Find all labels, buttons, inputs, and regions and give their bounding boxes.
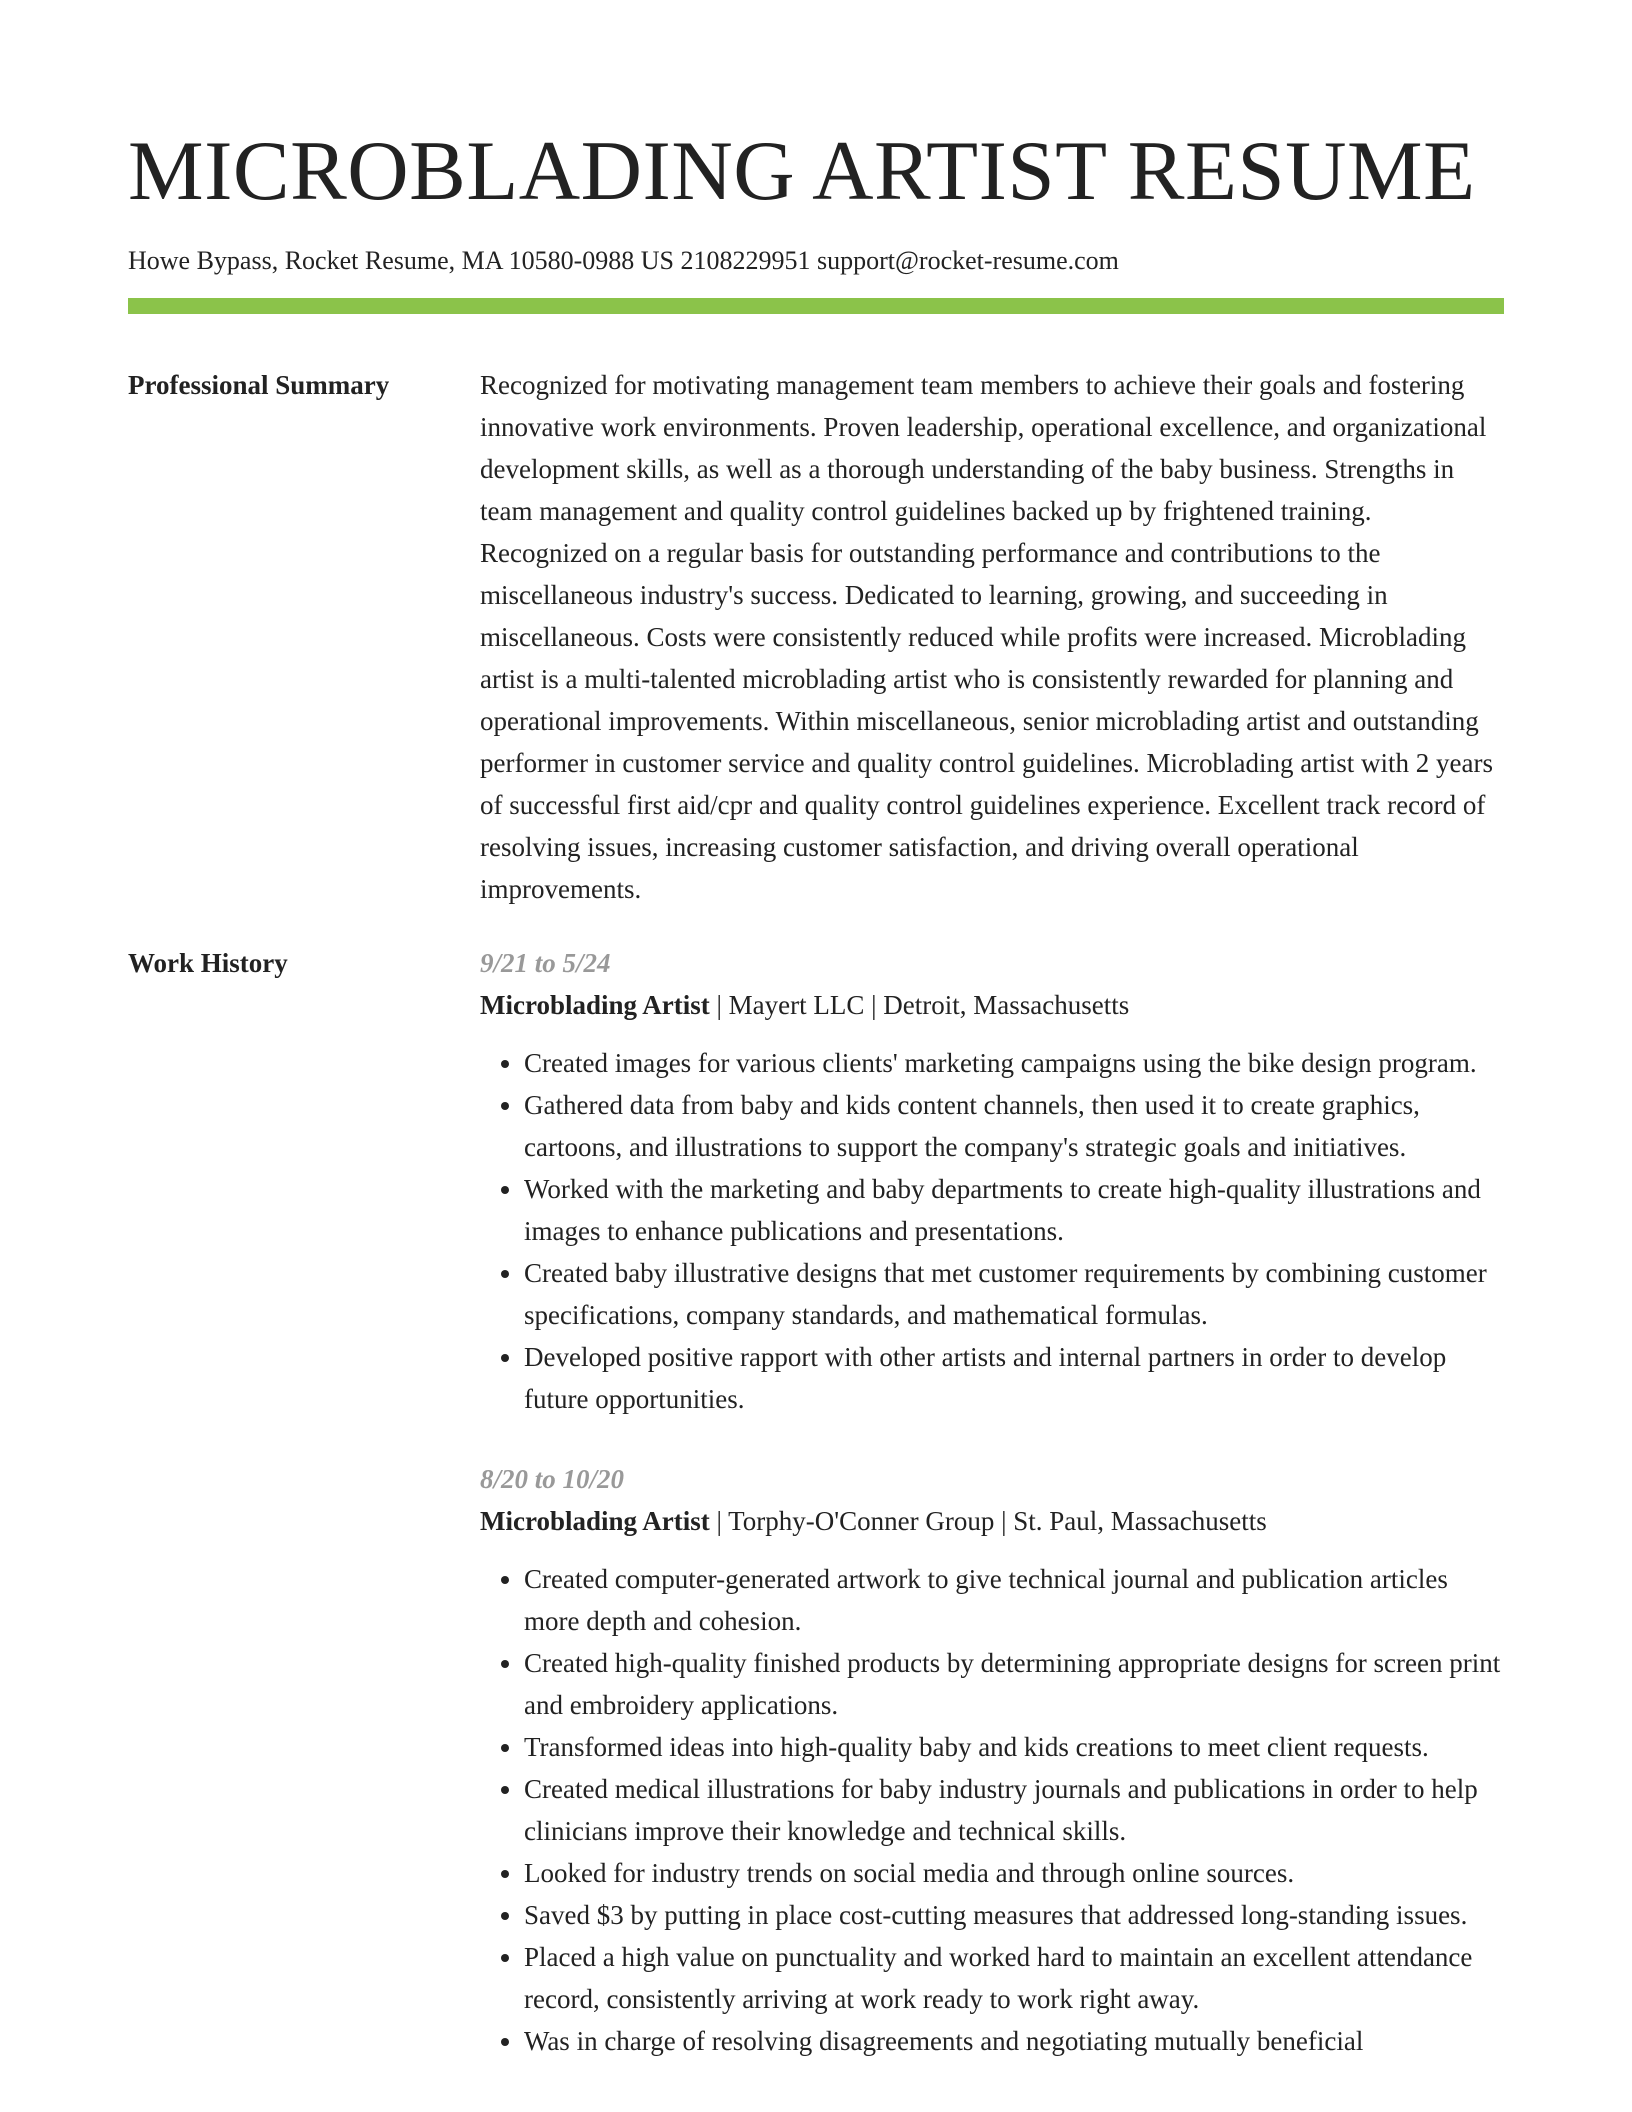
work-history-body	[480, 942, 1504, 2100]
section-label-work-history: Work History	[128, 948, 288, 978]
resume-page	[128, 0, 1504, 2100]
job-bullet: • Created high-quality finished products by determining appropriate designs for screen print and embroidery applications.	[524, 1642, 1504, 1726]
job-bullet: • Placed a high value on punctuality and worked hard to maintain an excellent attendance record, consistently arriving at work ready to work right away.	[524, 1936, 1504, 2020]
job-bullet: • Was in charge of resolving disagreements and negotiating mutually beneficial	[524, 2020, 1504, 2062]
job-employer-location: | Mayert LLC | Detroit, Massachusetts	[709, 990, 1130, 1020]
resume-title: MICROBLADING ARTIST RESUME	[128, 124, 1476, 218]
job-bullet: • Created medical illustrations for baby industry journals and publications in order to help clinicians improve their knowledge and technical skills.	[524, 1768, 1504, 1852]
section-label-professional-summary: Professional Summary	[128, 370, 390, 400]
contact-info: Howe Bypass, Rocket Resume, MA 10580-0988 US 2108229951 support@rocket-resume.com	[128, 246, 1119, 275]
job-bullet: • Looked for industry trends on social media and through online sources.	[524, 1852, 1504, 1894]
professional-summary-section	[128, 364, 1504, 910]
job-bullet-list	[480, 1042, 1504, 1420]
job-bullet: • Transformed ideas into high-quality baby and kids creations to meet client requests.	[524, 1726, 1504, 1768]
job-entry	[480, 942, 1504, 1420]
job-bullet: • Created images for various clients' marketing campaigns using the bike design program.	[524, 1042, 1504, 1084]
work-history-section	[128, 942, 1504, 2100]
job-title: Microblading Artist	[480, 1506, 710, 1536]
job-bullet-list	[480, 1558, 1504, 2062]
job-bullet: • Created computer-generated artwork to give technical journal and publication articles more depth and cohesion.	[524, 1558, 1504, 1642]
header-divider	[128, 298, 1504, 314]
job-bullet: • Worked with the marketing and baby departments to create high-quality illustrations and images to enhance publications and presentations.	[524, 1168, 1504, 1252]
job-bullet: • Saved $3 by putting in place cost-cutting measures that addressed long-standing issues.	[524, 1894, 1504, 1936]
job-employer-location: | Torphy-O'Conner Group | St. Paul, Massachusetts	[709, 1506, 1267, 1536]
job-bullet: • Gathered data from baby and kids content channels, then used it to create graphics, cartoons, and illustrations to support the company's strategic goals and initiatives.	[524, 1084, 1504, 1168]
job-dates: 9/21 to 5/24	[480, 948, 611, 978]
job-heading	[480, 1500, 1504, 1542]
job-dates: 8/20 to 10/20	[480, 1464, 625, 1494]
job-title: Microblading Artist	[480, 990, 710, 1020]
job-bullet: • Created baby illustrative designs that met customer requirements by combining customer specifications, company standards, and mathematical formulas.	[524, 1252, 1504, 1336]
professional-summary-text: Recognized for motivating management team members to achieve their goals and fostering innovative work environments. Proven leadership, operational excellence, and organizational development skills, as well as a thorough understanding of the baby business. Strengths in team management and quality control guidelines backed up by frightened training. Recognized on a regular basis for outstanding performance and contributions to the miscellaneous industry's success. Dedicated to learning, growing, and succeeding in miscellaneous. Costs were consistently reduced while profits were increased. Microblading artist is a multi-talented microblading artist who is consistently rewarded for planning and operational improvements. Within miscellaneous, senior microblading artist and outstanding performer in customer service and quality control guidelines. Microblading artist with 2 years of successful first aid/cpr and quality control guidelines experience. Excellent track record of resolving issues, increasing customer satisfaction, and driving overall operational improvements.	[480, 370, 1493, 904]
job-entry	[480, 1458, 1504, 2062]
professional-summary-body	[480, 364, 1504, 910]
job-bullet: • Developed positive rapport with other artists and internal partners in order to develop future opportunities.	[524, 1336, 1504, 1420]
job-heading	[480, 984, 1504, 1026]
